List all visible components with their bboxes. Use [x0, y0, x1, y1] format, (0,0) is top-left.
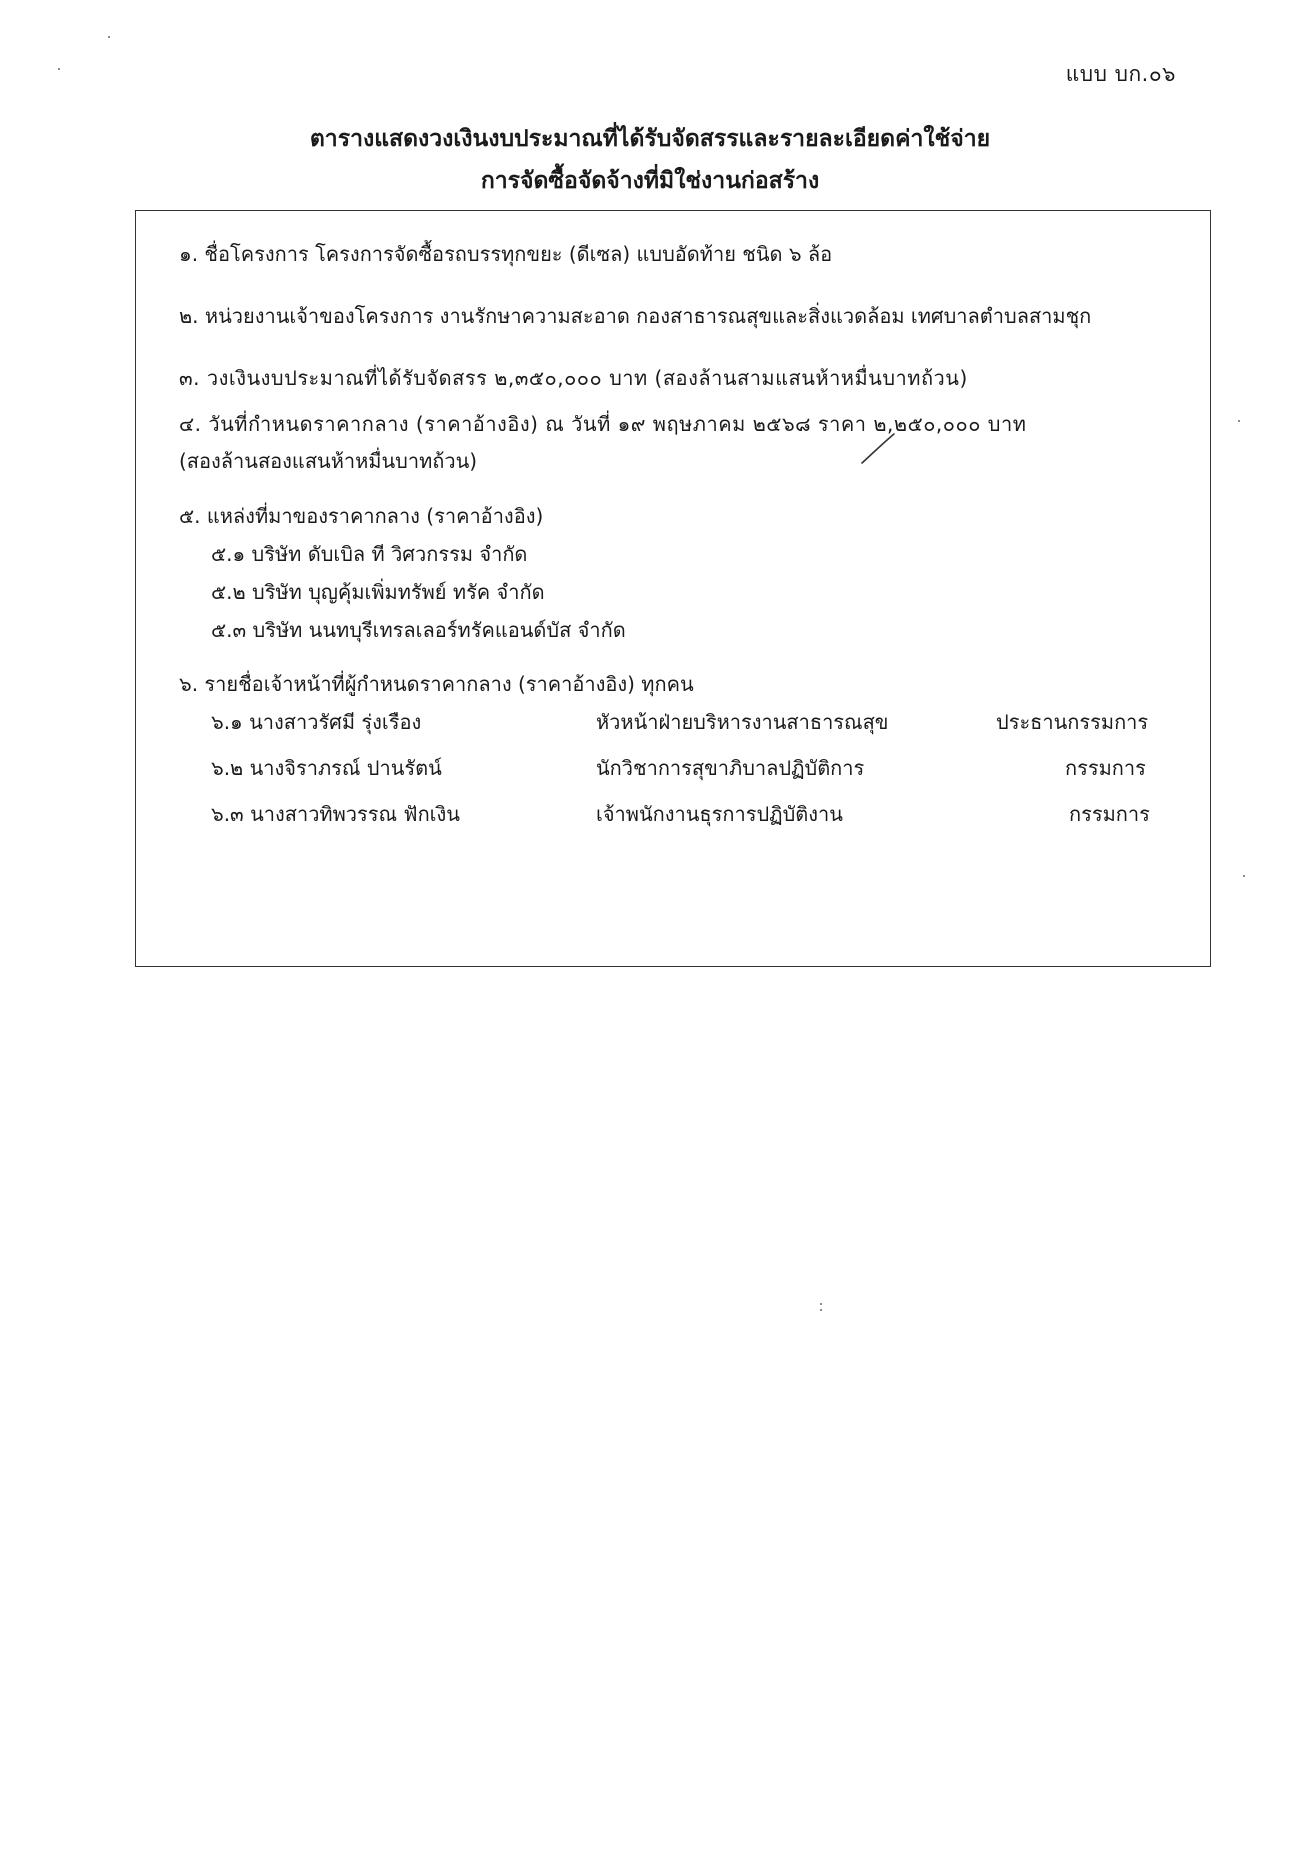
median-price-date: ๔. วันที่กำหนดราคากลาง (ราคาอ้างอิง) ณ วันที่ ๑๙ พฤษภาคม ๒๕๖๘ ราคา ๒,๒๕๐,๐๐๐ บาท — [179, 412, 1027, 436]
officers-heading: ๖. รายชื่อเจ้าหน้าที่ผู้กำหนดราคากลาง (ราคาอ้างอิง) ทุกคน — [179, 672, 694, 696]
scan-speck — [820, 1303, 822, 1305]
document-title — [0, 118, 1300, 202]
form-code: แบบ บก.๐๖ — [1065, 62, 1176, 86]
officer-name: ๖.๓ นางสาวทิพวรรณ ฟักเงิน — [211, 802, 460, 826]
officer-role: ประธานกรรมการ — [996, 710, 1149, 734]
scan-speck — [1243, 875, 1245, 877]
officer-position: เจ้าพนักงานธุรการปฏิบัติงาน — [596, 802, 843, 826]
officer-row-1 — [211, 709, 1201, 735]
handwritten-tick-mark — [858, 430, 898, 466]
officer-position: หัวหน้าฝ่ายบริหารงานสาธารณสุข — [596, 710, 889, 734]
scan-speck — [58, 68, 60, 70]
owner-unit: ๒. หน่วยงานเจ้าของโครงการ งานรักษาความสะอาด กองสาธารณสุขและสิ่งแวดล้อม เทศบาลตำบลสามชุก — [179, 304, 1092, 328]
title-line-1: ตารางแสดงวงเงินงบประมาณที่ได้รับจัดสรรและรายละเอียดค่าใช้จ่าย — [309, 126, 991, 152]
details-box — [135, 210, 1211, 967]
officer-role: กรรมการ — [1069, 802, 1150, 826]
source-item-1: ๕.๑ บริษัท ดับเบิล ที วิศวกรรม จำกัด — [211, 542, 528, 566]
scan-speck — [108, 36, 110, 38]
officer-role: กรรมการ — [1065, 756, 1146, 780]
scan-speck — [1238, 420, 1240, 422]
scan-speck — [820, 1309, 822, 1311]
budget-amount: ๓. วงเงินงบประมาณที่ได้รับจัดสรร ๒,๓๕๐,๐๐๐ บาท (สองล้านสามแสนห้าหมื่นบาทถ้วน) — [179, 366, 968, 390]
median-price-words: (สองล้านสองแสนห้าหมื่นบาทถ้วน) — [179, 449, 478, 473]
title-line-2: การจัดซื้อจัดจ้างที่มิใช่งานก่อสร้าง — [480, 168, 820, 194]
officer-row-2 — [211, 755, 1201, 781]
officer-position: นักวิชาการสุขาภิบาลปฏิบัติการ — [596, 756, 865, 780]
sources-heading: ๕. แหล่งที่มาของราคากลาง (ราคาอ้างอิง) — [179, 504, 544, 528]
officer-row-3 — [211, 801, 1201, 827]
officer-name: ๖.๑ นางสาวรัศมี รุ่งเรือง — [211, 710, 422, 734]
source-item-2: ๕.๒ บริษัท บุญคุ้มเพิ่มทรัพย์ ทรัค จำกัด — [211, 580, 545, 604]
source-item-3: ๕.๓ บริษัท นนทบุรีเทรลเลอร์ทรัคแอนด์บัส จำกัด — [211, 618, 626, 642]
officer-name: ๖.๒ นางจิราภรณ์ ปานรัตน์ — [211, 756, 442, 780]
project-name: ๑. ชื่อโครงการ โครงการจัดซื้อรถบรรทุกขยะ (ดีเซล) แบบอัดท้าย ชนิด ๖ ล้อ — [179, 242, 833, 266]
